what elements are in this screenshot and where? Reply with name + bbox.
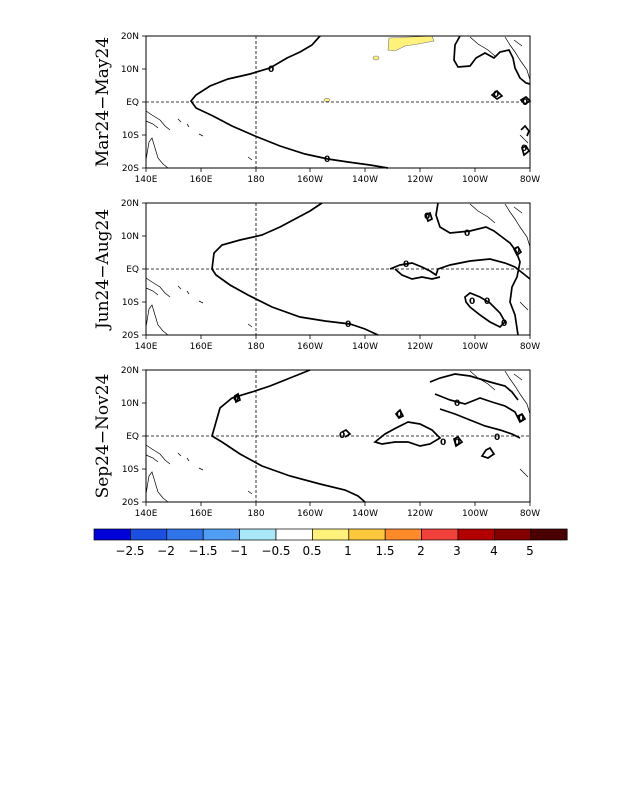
- colorbar-swatch: [349, 529, 385, 540]
- colorbar-swatch: [130, 529, 166, 540]
- panel-2-lon-160w: 160W: [296, 342, 324, 352]
- panel-3-lat-10n: 10N: [120, 399, 139, 409]
- panel-1-lon-140w: 140W: [351, 175, 379, 185]
- svg-text:0: 0: [233, 394, 240, 404]
- panel-2-lon-160e: 160E: [189, 342, 213, 352]
- colorbar-swatch: [494, 529, 530, 540]
- panel-2-lat-20s: 20S: [121, 331, 139, 341]
- panel-3-lat-10s: 10S: [121, 465, 139, 475]
- colorbar-label: −1.5: [188, 544, 218, 558]
- colorbar-label: 3: [453, 544, 461, 558]
- panel-1-lon-180: 180: [247, 175, 265, 185]
- panel-2-title: Jun24−Aug24: [93, 208, 113, 330]
- colorbar-label: −1: [230, 544, 248, 558]
- panel-1-lon-160e: 160E: [189, 175, 213, 185]
- colorbar-label: 4: [490, 544, 498, 558]
- colorbar-label: −2.5: [115, 544, 145, 558]
- svg-text:0: 0: [454, 438, 461, 448]
- panel-3: [93, 366, 540, 519]
- svg-text:0: 0: [514, 246, 521, 256]
- svg-text:0: 0: [396, 410, 403, 420]
- panel-1-lat-10n: 10N: [120, 65, 139, 75]
- panel-1-lat-20s: 20S: [121, 164, 139, 174]
- svg-text:0: 0: [501, 319, 508, 329]
- colorbar: [94, 529, 567, 558]
- panel-3-lat-20n: 20N: [120, 366, 139, 376]
- colorbar-swatch: [422, 529, 458, 540]
- colorbar-swatches: [94, 529, 567, 540]
- colorbar-swatch: [458, 529, 494, 540]
- colorbar-label: 0.5: [302, 544, 322, 558]
- panel-2-lon-140e: 140E: [134, 342, 158, 352]
- colorbar-label: 1.5: [375, 544, 395, 558]
- panel-1-lon-80w: 80W: [519, 175, 541, 185]
- svg-text:0: 0: [345, 320, 352, 330]
- colorbar-swatch: [203, 529, 239, 540]
- panel-3-lon-140w: 140W: [351, 509, 379, 519]
- panel-2-lat-10n: 10N: [120, 232, 139, 242]
- panel-1-lat-20n: 20N: [120, 32, 139, 42]
- panel-1-lon-120w: 120W: [406, 175, 434, 185]
- panel-2-lat-20n: 20N: [120, 199, 139, 209]
- svg-text:0: 0: [518, 414, 525, 424]
- panel-1-coastline: [146, 37, 530, 168]
- svg-text:0: 0: [268, 65, 275, 75]
- panel-3-title: Sep24−Nov24: [93, 373, 113, 499]
- svg-text:0: 0: [324, 155, 331, 165]
- svg-text:0: 0: [339, 431, 346, 441]
- panel-3-lon-80w: 80W: [519, 509, 541, 519]
- svg-text:0: 0: [521, 144, 528, 154]
- panel-1-lat-10s: 10S: [121, 131, 139, 141]
- colorbar-label: 2: [417, 544, 425, 558]
- svg-text:0: 0: [403, 260, 410, 270]
- svg-text:0: 0: [464, 229, 471, 239]
- panel-3-lat-20s: 20S: [121, 498, 139, 508]
- panel-3-lon-160e: 160E: [189, 509, 213, 519]
- svg-text:0: 0: [424, 212, 431, 222]
- panel-3-lon-160w: 160W: [296, 509, 324, 519]
- svg-text:0: 0: [494, 433, 501, 443]
- svg-text:0: 0: [454, 399, 461, 409]
- colorbar-labels: [115, 544, 533, 558]
- panel-2-lon-180: 180: [247, 342, 265, 352]
- panel-1: [93, 32, 540, 185]
- colorbar-label: 5: [526, 544, 534, 558]
- colorbar-swatch: [312, 529, 348, 540]
- colorbar-swatch: [240, 529, 276, 540]
- panel-3-lon-100w: 100W: [461, 509, 489, 519]
- colorbar-label: 1: [344, 544, 352, 558]
- panel-1-lon-100w: 100W: [461, 175, 489, 185]
- colorbar-swatch: [167, 529, 203, 540]
- svg-text:0: 0: [493, 90, 500, 100]
- panel-2-lon-120w: 120W: [406, 342, 434, 352]
- svg-text:0: 0: [469, 297, 476, 307]
- panel-2-lon-80w: 80W: [519, 342, 541, 352]
- panel-1-positive-shade: [388, 36, 434, 51]
- panel-2-lat-eq: EQ: [126, 265, 139, 275]
- colorbar-label: −2: [157, 544, 175, 558]
- panel-2-lon-100w: 100W: [461, 342, 489, 352]
- svg-text:0: 0: [440, 438, 447, 448]
- panel-2-coastline: [146, 204, 530, 335]
- panel-1-lon-160w: 160W: [296, 175, 324, 185]
- colorbar-swatch: [276, 529, 312, 540]
- panel-1-lon-140e: 140E: [134, 175, 158, 185]
- panel-3-lon-120w: 120W: [406, 509, 434, 519]
- panel-1-title: Mar24−May24: [93, 36, 113, 168]
- colorbar-swatch: [385, 529, 421, 540]
- svg-text:0: 0: [484, 297, 491, 307]
- panel-3-lat-eq: EQ: [126, 432, 139, 442]
- panel-3-coastline: [146, 371, 530, 502]
- panel-1-lat-eq: EQ: [126, 98, 139, 108]
- panel-3-lon-140e: 140E: [134, 509, 158, 519]
- panel-2: [93, 199, 540, 352]
- panel-3-lon-180: 180: [247, 509, 265, 519]
- panel-2-lat-10s: 10S: [121, 298, 139, 308]
- colorbar-swatch: [94, 529, 130, 540]
- colorbar-swatch: [531, 529, 567, 540]
- panel-2-lon-140w: 140W: [351, 342, 379, 352]
- svg-text:0: 0: [522, 98, 529, 108]
- colorbar-label: −0.5: [261, 544, 291, 558]
